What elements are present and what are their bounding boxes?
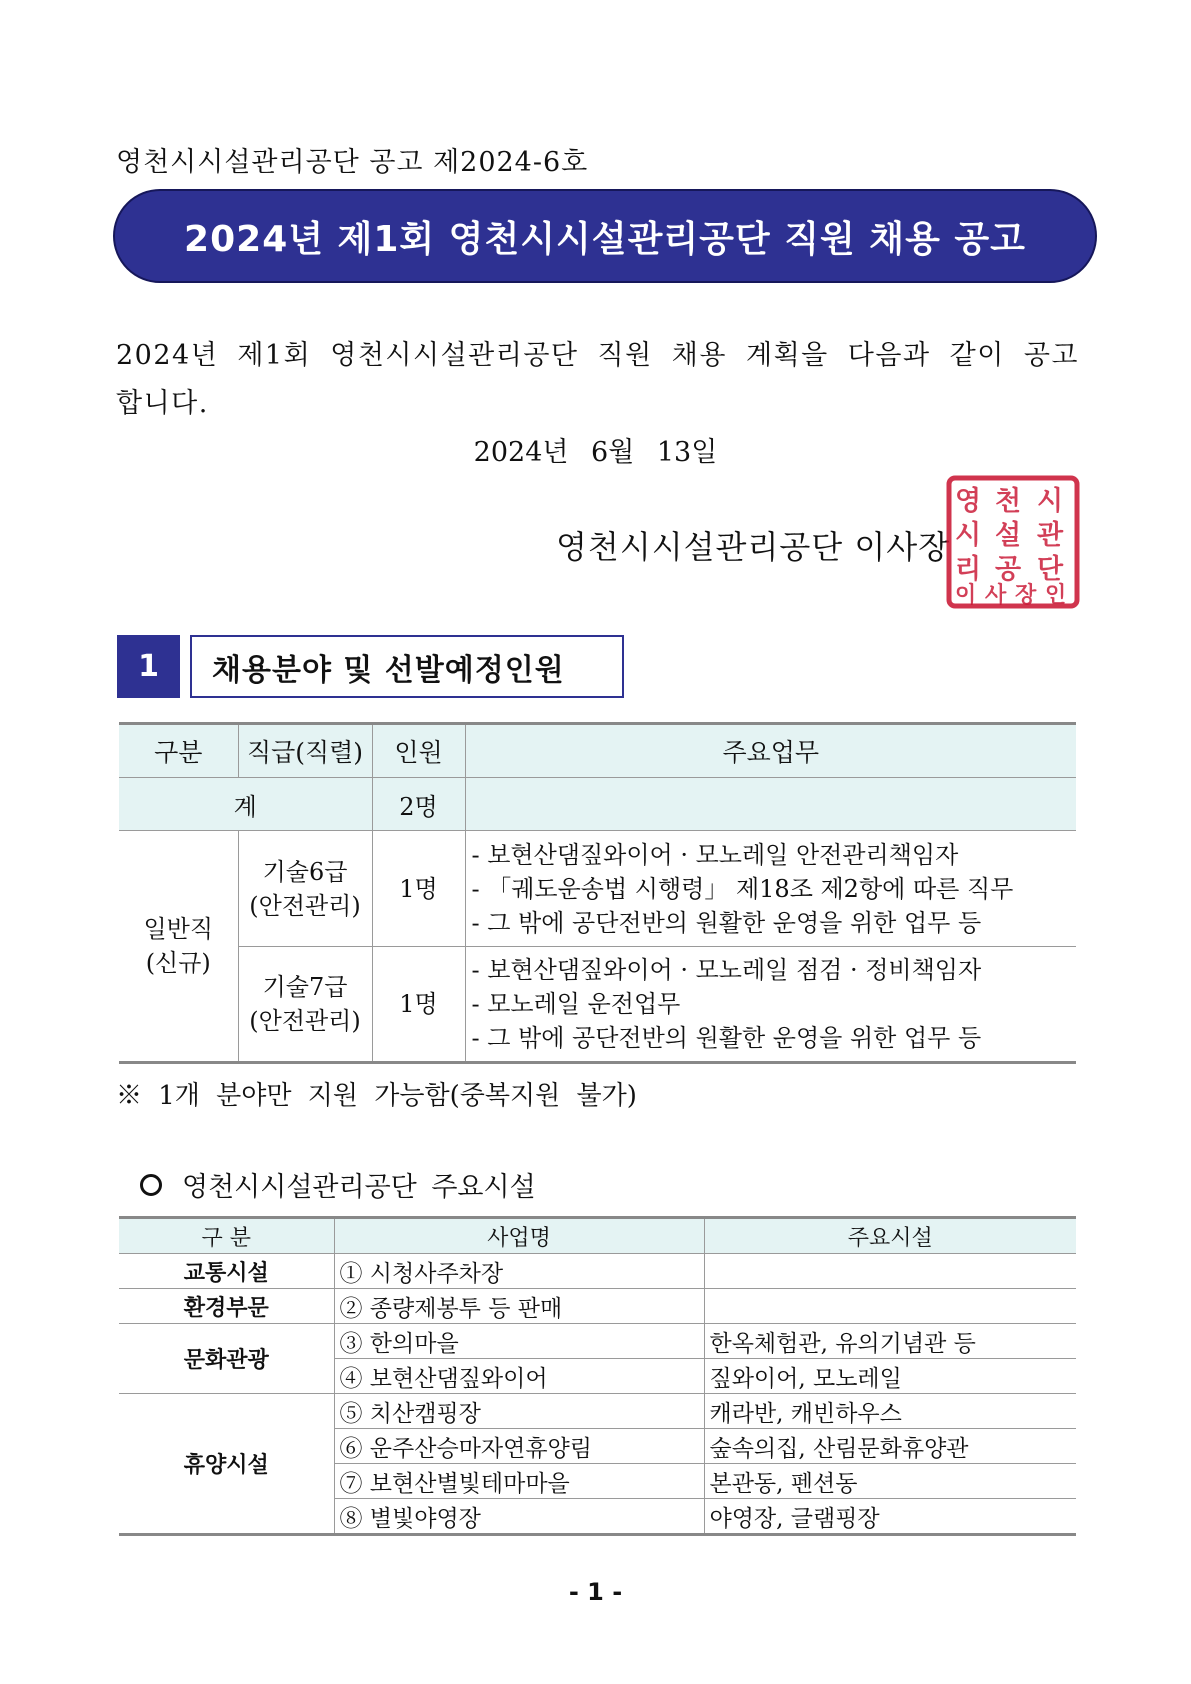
facility-category: 환경부문 bbox=[119, 1289, 334, 1324]
header-category: 구분 bbox=[119, 724, 238, 778]
total-count: 2명 bbox=[372, 778, 465, 831]
duty-item: - 보현산댐짚와이어 · 모노레일 점검 · 정비책임자 bbox=[471, 956, 982, 984]
job-count: 1명 bbox=[372, 831, 465, 947]
table-row bbox=[119, 831, 1076, 947]
facility-name bbox=[704, 1289, 1076, 1324]
project-name: ④ 보현산댐짚와이어 bbox=[334, 1359, 704, 1394]
issuer-name: 영천시시설관리공단 이사장 bbox=[556, 528, 951, 566]
project-name: ⑤ 치산캠핑장 bbox=[334, 1394, 704, 1429]
project-name: ① 시청사주차장 bbox=[334, 1254, 704, 1289]
svg-text:사: 사 bbox=[985, 583, 1007, 608]
section-title-text: 채용분야 및 선발예정인원 bbox=[212, 652, 565, 688]
facility-name: 숲속의집, 산림문화휴양관 bbox=[704, 1429, 1076, 1464]
facilities-heading-text: 영천시시설관리공단 주요시설 bbox=[182, 1172, 536, 1203]
header-duties: 주요업무 bbox=[465, 724, 1076, 778]
facility-name bbox=[704, 1254, 1076, 1289]
job-category: 일반직 (신규) bbox=[119, 831, 238, 1063]
svg-text:설: 설 bbox=[995, 520, 1022, 551]
header-count: 인원 bbox=[372, 724, 465, 778]
facilities-table bbox=[119, 1216, 1076, 1536]
facility-name: 짚와이어, 모노레일 bbox=[704, 1359, 1076, 1394]
section-number: 1 bbox=[117, 635, 180, 698]
svg-text:천: 천 bbox=[995, 486, 1022, 517]
facilities-heading bbox=[140, 1165, 536, 1204]
project-name: ⑥ 운주산승마자연휴양림 bbox=[334, 1429, 704, 1464]
job-grade: 기술6급 (안전관리) bbox=[238, 831, 372, 947]
total-label: 계 bbox=[119, 778, 372, 831]
svg-text:공: 공 bbox=[995, 554, 1022, 585]
facility-name: 캐라반, 캐빈하우스 bbox=[704, 1394, 1076, 1429]
page-number: - 1 - bbox=[568, 1578, 623, 1606]
total-empty bbox=[465, 778, 1076, 831]
title-banner bbox=[113, 189, 1097, 283]
svg-text:영: 영 bbox=[955, 486, 982, 517]
header-facility: 주요시설 bbox=[704, 1218, 1076, 1254]
circle-bullet-icon bbox=[140, 1174, 162, 1196]
table-row bbox=[119, 1289, 1076, 1324]
svg-text:인: 인 bbox=[1045, 583, 1067, 608]
project-name: ⑦ 보현산별빛테마마을 bbox=[334, 1464, 704, 1499]
table-row bbox=[119, 1324, 1076, 1359]
svg-text:단: 단 bbox=[1037, 554, 1064, 585]
footnote: ※ 1개 분야만 지원 가능함(중복지원 불가) bbox=[116, 1081, 637, 1111]
official-seal-stamp bbox=[945, 474, 1081, 610]
svg-text:장: 장 bbox=[1015, 583, 1037, 608]
facility-category: 문화관광 bbox=[119, 1324, 334, 1394]
svg-text:시: 시 bbox=[1037, 486, 1064, 517]
duty-item: - 보현산댐짚와이어 · 모노레일 안전관리책임자 bbox=[471, 840, 959, 869]
duty-item: - 그 밖에 공단전반의 원활한 운영을 위한 업무 등 bbox=[471, 908, 982, 937]
facility-name: 야영장, 글램핑장 bbox=[704, 1499, 1076, 1535]
duty-item: - 「궤도운송법 시행령」 제18조 제2항에 따른 직무 bbox=[471, 874, 1014, 903]
job-count: 1명 bbox=[372, 947, 465, 1063]
duty-item: - 그 밖에 공단전반의 원활한 운영을 위한 업무 등 bbox=[471, 1024, 982, 1052]
positions-table bbox=[119, 722, 1076, 1064]
header-grade: 직급(직렬) bbox=[238, 724, 372, 778]
table-row bbox=[119, 947, 1076, 1063]
duty-item: - 모노레일 운전업무 bbox=[471, 990, 681, 1018]
project-name: ③ 한의마을 bbox=[334, 1324, 704, 1359]
table-header-row bbox=[119, 724, 1076, 778]
job-duties bbox=[465, 831, 1076, 947]
svg-text:관: 관 bbox=[1037, 520, 1064, 551]
facility-name: 한옥체험관, 유의기념관 등 bbox=[704, 1324, 1076, 1359]
job-grade: 기술7급 (안전관리) bbox=[238, 947, 372, 1063]
intro-paragraph: 2024년 제1회 영천시시설관리공단 직원 채용 계획을 다음과 같이 공고합니다. bbox=[116, 340, 1079, 419]
facility-category: 휴양시설 bbox=[119, 1394, 334, 1535]
notice-number: 영천시시설관리공단 공고 제2024-6호 bbox=[116, 147, 589, 178]
job-duties bbox=[465, 947, 1076, 1063]
table-row bbox=[119, 1394, 1076, 1429]
table-header-row bbox=[119, 1218, 1076, 1254]
header-project: 사업명 bbox=[334, 1218, 704, 1254]
section-title bbox=[190, 635, 624, 698]
header-category: 구 분 bbox=[119, 1218, 334, 1254]
svg-text:이: 이 bbox=[955, 583, 977, 608]
notice-date: 2024년 6월 13일 bbox=[473, 437, 718, 468]
svg-text:리: 리 bbox=[955, 554, 982, 585]
project-name: ② 종량제봉투 등 판매 bbox=[334, 1289, 704, 1324]
facility-category: 교통시설 bbox=[119, 1254, 334, 1289]
svg-text:시: 시 bbox=[955, 520, 982, 551]
total-row bbox=[119, 778, 1076, 831]
page-title: 2024년 제1회 영천시시설관리공단 직원 채용 공고 bbox=[184, 218, 1026, 260]
table-row bbox=[119, 1254, 1076, 1289]
project-name: ⑧ 별빛야영장 bbox=[334, 1499, 704, 1535]
facility-name: 본관동, 펜션동 bbox=[704, 1464, 1076, 1499]
